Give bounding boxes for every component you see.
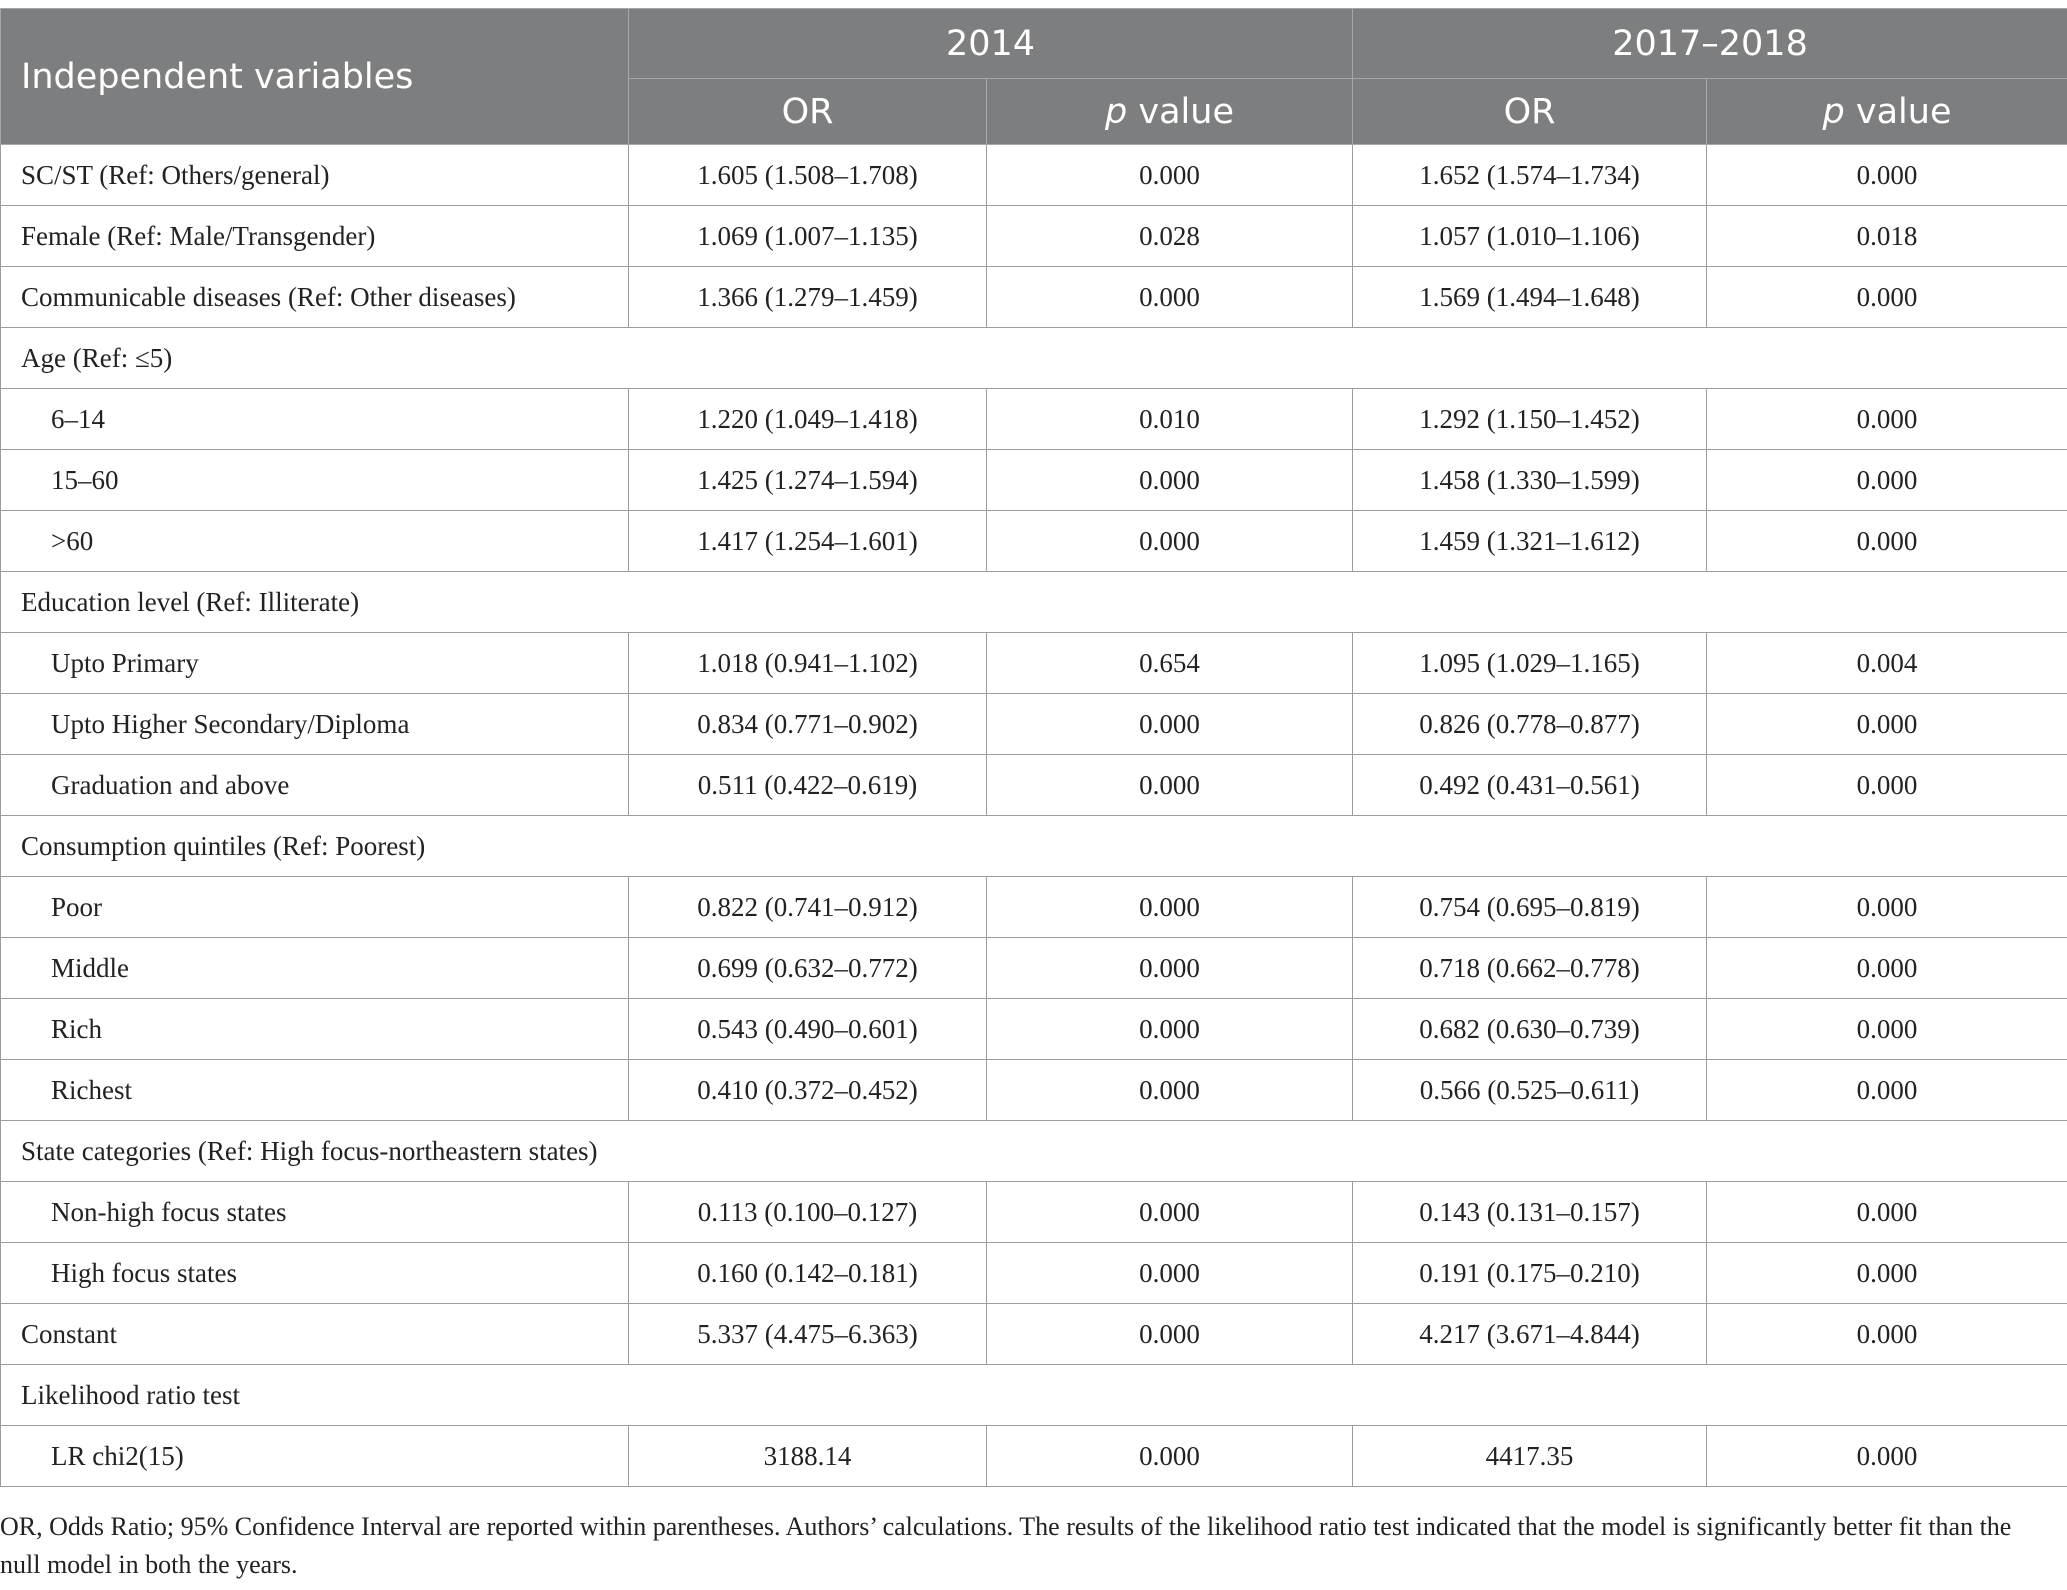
row-label: Consumption quintiles (Ref: Poorest) xyxy=(1,816,2067,877)
pvalue-2017-2018-cell: 0.000 xyxy=(1707,1304,2067,1365)
table-row xyxy=(1,389,2067,450)
row-label: Middle xyxy=(1,938,629,999)
table-row xyxy=(1,511,2067,572)
row-label: LR chi2(15) xyxy=(1,1426,629,1487)
or-2014-cell: 0.834 (0.771–0.902) xyxy=(629,694,987,755)
p-value-text: value xyxy=(1844,91,1952,132)
row-label: 6–14 xyxy=(1,389,629,450)
header-pvalue-2017-2018 xyxy=(1707,79,2067,145)
table-row xyxy=(1,1426,2067,1487)
pvalue-2014-cell: 0.000 xyxy=(987,1426,1353,1487)
pvalue-2017-2018-cell: 0.000 xyxy=(1707,1060,2067,1121)
or-2017-2018-cell: 4.217 (3.671–4.844) xyxy=(1353,1304,1707,1365)
row-label: Non-high focus states xyxy=(1,1182,629,1243)
row-label: 15–60 xyxy=(1,450,629,511)
header-row-years xyxy=(1,9,2067,79)
or-2014-cell: 1.366 (1.279–1.459) xyxy=(629,267,987,328)
pvalue-2014-cell: 0.000 xyxy=(987,450,1353,511)
pvalue-2017-2018-cell: 0.000 xyxy=(1707,145,2067,206)
pvalue-2014-cell: 0.654 xyxy=(987,633,1353,694)
or-2017-2018-cell: 1.095 (1.029–1.165) xyxy=(1353,633,1707,694)
row-label: Likelihood ratio test xyxy=(1,1365,2067,1426)
regression-table-container xyxy=(0,8,2067,1487)
pvalue-2017-2018-cell: 0.000 xyxy=(1707,450,2067,511)
pvalue-2017-2018-cell: 0.000 xyxy=(1707,877,2067,938)
group-header-row xyxy=(1,816,2067,877)
pvalue-2014-cell: 0.000 xyxy=(987,938,1353,999)
pvalue-2017-2018-cell: 0.000 xyxy=(1707,999,2067,1060)
row-label: Age (Ref: ≤5) xyxy=(1,328,2067,389)
or-2014-cell: 0.113 (0.100–0.127) xyxy=(629,1182,987,1243)
or-2017-2018-cell: 0.143 (0.131–0.157) xyxy=(1353,1182,1707,1243)
pvalue-2017-2018-cell: 0.000 xyxy=(1707,1426,2067,1487)
pvalue-2014-cell: 0.000 xyxy=(987,1182,1353,1243)
or-2014-cell: 5.337 (4.475–6.363) xyxy=(629,1304,987,1365)
row-label: Upto Primary xyxy=(1,633,629,694)
table-row xyxy=(1,1060,2067,1121)
or-2014-cell: 3188.14 xyxy=(629,1426,987,1487)
row-label: Upto Higher Secondary/Diploma xyxy=(1,694,629,755)
table-row xyxy=(1,694,2067,755)
or-2014-cell: 0.160 (0.142–0.181) xyxy=(629,1243,987,1304)
row-label: Poor xyxy=(1,877,629,938)
pvalue-2014-cell: 0.000 xyxy=(987,145,1353,206)
or-2017-2018-cell: 0.566 (0.525–0.611) xyxy=(1353,1060,1707,1121)
table-row xyxy=(1,755,2067,816)
or-2014-cell: 0.511 (0.422–0.619) xyxy=(629,755,987,816)
pvalue-2017-2018-cell: 0.004 xyxy=(1707,633,2067,694)
row-label: Education level (Ref: Illiterate) xyxy=(1,572,2067,633)
table-row xyxy=(1,206,2067,267)
table-row xyxy=(1,877,2067,938)
pvalue-2014-cell: 0.000 xyxy=(987,877,1353,938)
pvalue-2014-cell: 0.028 xyxy=(987,206,1353,267)
row-label: >60 xyxy=(1,511,629,572)
table-row xyxy=(1,1243,2067,1304)
table-row xyxy=(1,145,2067,206)
p-italic: p xyxy=(1822,91,1845,132)
table-row xyxy=(1,938,2067,999)
pvalue-2017-2018-cell: 0.000 xyxy=(1707,938,2067,999)
pvalue-2017-2018-cell: 0.000 xyxy=(1707,511,2067,572)
or-2017-2018-cell: 1.292 (1.150–1.452) xyxy=(1353,389,1707,450)
group-header-row xyxy=(1,1121,2067,1182)
pvalue-2017-2018-cell: 0.000 xyxy=(1707,389,2067,450)
pvalue-2017-2018-cell: 0.000 xyxy=(1707,1243,2067,1304)
pvalue-2017-2018-cell: 0.000 xyxy=(1707,694,2067,755)
group-header-row xyxy=(1,572,2067,633)
pvalue-2014-cell: 0.000 xyxy=(987,694,1353,755)
row-label: Rich xyxy=(1,999,629,1060)
regression-table xyxy=(0,8,2067,1487)
or-2014-cell: 0.822 (0.741–0.912) xyxy=(629,877,987,938)
header-or-2014: OR xyxy=(629,79,987,145)
header-year-2014: 2014 xyxy=(629,9,1353,79)
pvalue-2014-cell: 0.000 xyxy=(987,755,1353,816)
group-header-row xyxy=(1,328,2067,389)
table-row xyxy=(1,999,2067,1060)
or-2017-2018-cell: 0.492 (0.431–0.561) xyxy=(1353,755,1707,816)
or-2014-cell: 1.417 (1.254–1.601) xyxy=(629,511,987,572)
row-label: Graduation and above xyxy=(1,755,629,816)
pvalue-2017-2018-cell: 0.000 xyxy=(1707,755,2067,816)
row-label: Richest xyxy=(1,1060,629,1121)
p-value-text: value xyxy=(1127,91,1234,132)
table-row xyxy=(1,267,2067,328)
or-2017-2018-cell: 1.458 (1.330–1.599) xyxy=(1353,450,1707,511)
or-2017-2018-cell: 1.569 (1.494–1.648) xyxy=(1353,267,1707,328)
pvalue-2017-2018-cell: 0.018 xyxy=(1707,206,2067,267)
pvalue-2014-cell: 0.010 xyxy=(987,389,1353,450)
or-2017-2018-cell: 1.057 (1.010–1.106) xyxy=(1353,206,1707,267)
or-2014-cell: 1.605 (1.508–1.708) xyxy=(629,145,987,206)
row-label: Communicable diseases (Ref: Other diseases) xyxy=(1,267,629,328)
or-2014-cell: 1.018 (0.941–1.102) xyxy=(629,633,987,694)
header-independent-variables: Independent variables xyxy=(1,9,629,145)
row-label: Constant xyxy=(1,1304,629,1365)
header-pvalue-2014 xyxy=(987,79,1353,145)
table-row xyxy=(1,633,2067,694)
or-2017-2018-cell: 0.682 (0.630–0.739) xyxy=(1353,999,1707,1060)
or-2017-2018-cell: 4417.35 xyxy=(1353,1426,1707,1487)
pvalue-2014-cell: 0.000 xyxy=(987,1304,1353,1365)
table-row xyxy=(1,1304,2067,1365)
or-2014-cell: 1.220 (1.049–1.418) xyxy=(629,389,987,450)
pvalue-2017-2018-cell: 0.000 xyxy=(1707,267,2067,328)
or-2017-2018-cell: 0.754 (0.695–0.819) xyxy=(1353,877,1707,938)
pvalue-2014-cell: 0.000 xyxy=(987,999,1353,1060)
pvalue-2014-cell: 0.000 xyxy=(987,1060,1353,1121)
or-2017-2018-cell: 0.718 (0.662–0.778) xyxy=(1353,938,1707,999)
or-2014-cell: 1.069 (1.007–1.135) xyxy=(629,206,987,267)
table-row xyxy=(1,1182,2067,1243)
row-label: SC/ST (Ref: Others/general) xyxy=(1,145,629,206)
or-2017-2018-cell: 1.459 (1.321–1.612) xyxy=(1353,511,1707,572)
header-year-2017-2018: 2017–2018 xyxy=(1353,9,2067,79)
pvalue-2014-cell: 0.000 xyxy=(987,1243,1353,1304)
pvalue-2017-2018-cell: 0.000 xyxy=(1707,1182,2067,1243)
group-header-row xyxy=(1,1365,2067,1426)
row-label: State categories (Ref: High focus-northeastern states) xyxy=(1,1121,2067,1182)
or-2017-2018-cell: 0.191 (0.175–0.210) xyxy=(1353,1243,1707,1304)
pvalue-2014-cell: 0.000 xyxy=(987,267,1353,328)
p-italic: p xyxy=(1105,91,1128,132)
table-body xyxy=(1,145,2067,1487)
or-2014-cell: 0.699 (0.632–0.772) xyxy=(629,938,987,999)
row-label: Female (Ref: Male/Transgender) xyxy=(1,206,629,267)
or-2014-cell: 1.425 (1.274–1.594) xyxy=(629,450,987,511)
or-2017-2018-cell: 1.652 (1.574–1.734) xyxy=(1353,145,1707,206)
or-2017-2018-cell: 0.826 (0.778–0.877) xyxy=(1353,694,1707,755)
table-row xyxy=(1,450,2067,511)
header-or-2017-2018: OR xyxy=(1353,79,1707,145)
table-footnote: OR, Odds Ratio; 95% Confidence Interval are reported within parentheses. Authors’ calculations. The results of the likelihood ratio test indicated that the model is significantly better fit than the null model in both the years. xyxy=(0,1512,2012,1579)
or-2014-cell: 0.410 (0.372–0.452) xyxy=(629,1060,987,1121)
pvalue-2014-cell: 0.000 xyxy=(987,511,1353,572)
or-2014-cell: 0.543 (0.490–0.601) xyxy=(629,999,987,1060)
row-label: High focus states xyxy=(1,1243,629,1304)
table-header xyxy=(1,9,2067,145)
